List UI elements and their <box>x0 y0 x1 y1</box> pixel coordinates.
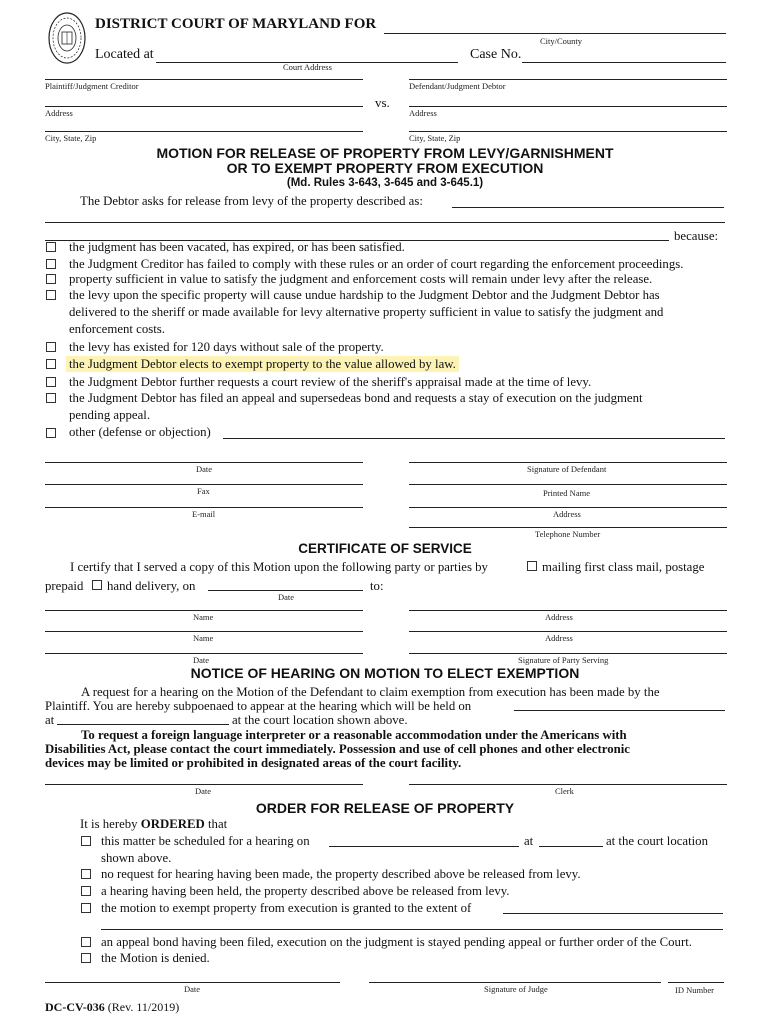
notice-date-field[interactable] <box>45 784 363 785</box>
notice-line2: Plaintiff. You are hereby subpoenaed to appear at the hearing which will be held on <box>45 699 472 713</box>
plaintiff-city-caption: City, State, Zip <box>45 133 97 143</box>
exempt-extent-field-1[interactable] <box>503 913 723 914</box>
reason-text: the Judgment Creditor has failed to comply with these rules or an order of court regarding the enforcement proceedings. <box>69 257 684 271</box>
reason-text: other (defense or objection) <box>69 425 211 439</box>
property-description-field-1[interactable] <box>452 207 724 208</box>
service-date-field[interactable] <box>208 590 363 591</box>
reason-text: the levy upon the specific property will cause undue hardship to the Judgment Debtor and the Judgment Debtor has <box>69 288 660 302</box>
form-footer <box>45 1000 179 1015</box>
reason-text: delivered to the sheriff or made available for levy alternative property sufficient in value to satisfy the judgment and <box>69 305 664 319</box>
reason-120-days-checkbox[interactable] <box>46 342 56 352</box>
defendant-city-caption: City, State, Zip <box>409 133 461 143</box>
notice-line1: A request for a hearing on the Motion of the Defendant to claim exemption from execution has been made by the <box>81 685 660 699</box>
to-label: to: <box>370 579 384 593</box>
other-defense-field[interactable] <box>223 438 725 439</box>
date-caption: Date <box>196 464 213 474</box>
motion-intro: The Debtor asks for release from levy of the property described as: <box>80 194 423 208</box>
vs-label: vs. <box>375 95 390 110</box>
because-label: because: <box>674 229 719 243</box>
reason-failed-comply-checkbox[interactable] <box>46 259 56 269</box>
reason-other-checkbox[interactable] <box>46 428 56 438</box>
date-caption: Date <box>195 786 212 796</box>
defendant-signature-field[interactable] <box>409 462 727 463</box>
served-name-field-1[interactable] <box>45 610 363 611</box>
hearing-date-field[interactable] <box>514 710 725 711</box>
order-hearing-held-checkbox[interactable] <box>81 886 91 896</box>
court-address-caption: Court Address <box>283 62 332 72</box>
hearing-time-field[interactable] <box>57 724 229 725</box>
order-item6: the Motion is denied. <box>101 951 210 965</box>
notice-ada-line3: devices may be limited or prohibited in designated areas of the court facility. <box>45 756 462 770</box>
court-title: DISTRICT COURT OF MARYLAND FOR <box>95 16 377 32</box>
serving-date-field[interactable] <box>45 653 363 654</box>
hand-delivery-checkbox[interactable] <box>92 580 102 590</box>
order-title: ORDER FOR RELEASE OF PROPERTY <box>255 800 515 816</box>
telephone-field[interactable] <box>409 527 727 528</box>
order-item3: a hearing having been held, the property described above be released from levy. <box>101 884 510 898</box>
property-description-field-2[interactable] <box>45 222 725 223</box>
defendant-address-field[interactable] <box>409 106 727 107</box>
served-address-field-2[interactable] <box>409 631 727 632</box>
reason-appeal-bond-checkbox[interactable] <box>46 393 56 403</box>
certificate-line1: I certify that I served a copy of this Motion upon the following party or parties by <box>70 560 488 574</box>
order-hearing-checkbox[interactable] <box>81 836 91 846</box>
party-serving-signature-field[interactable] <box>409 653 727 654</box>
exempt-extent-field-2[interactable] <box>101 929 723 930</box>
reason-sufficient-property-checkbox[interactable] <box>46 274 56 284</box>
reason-text: pending appeal. <box>69 408 151 422</box>
signature-of-defendant-caption: Signature of Defendant <box>527 464 607 474</box>
city-county-caption: City/County <box>540 36 583 46</box>
date-caption: Date <box>193 655 210 665</box>
reason-vacated-checkbox[interactable] <box>46 242 56 252</box>
mailing-label: mailing first class mail, postage <box>542 560 705 574</box>
name-caption: Name <box>193 633 214 643</box>
case-no-label: Case No. <box>470 47 522 62</box>
reason-text: the Judgment Debtor has filed an appeal and supersedeas bond and requests a stay of execution on the judgment <box>69 391 643 405</box>
court-seal-icon <box>47 11 87 66</box>
reason-text: property sufficient in value to satisfy the judgment and enforcement costs will remain under levy after the release. <box>69 272 653 286</box>
served-address-field-1[interactable] <box>409 610 727 611</box>
order-no-request-checkbox[interactable] <box>81 869 91 879</box>
ordered-bold: ORDERED <box>140 817 205 831</box>
plaintiff-address-caption: Address <box>45 108 73 118</box>
clerk-caption: Clerk <box>555 786 574 796</box>
notice-ada-line2: Disabilities Act, please contact the court immediately. Possession and use of cell phones and other electronic <box>45 742 630 756</box>
defendant-date-field[interactable] <box>45 462 363 463</box>
form-number: DC-CV-036 <box>45 1000 105 1014</box>
order-date-field[interactable] <box>45 982 340 983</box>
notice-at-label: at <box>45 713 55 727</box>
prepaid-label: prepaid <box>45 579 84 593</box>
hand-delivery-label: hand delivery, on <box>107 579 196 593</box>
defendant-city-field[interactable] <box>409 131 727 132</box>
reason-text: the Judgment Debtor further requests a court review of the sheriff's appraisal made at the time of levy. <box>69 375 592 389</box>
order-hearing-date-field[interactable] <box>329 846 519 847</box>
fax-caption: Fax <box>197 486 210 496</box>
printed-name-caption: Printed Name <box>543 488 590 498</box>
order-item5: an appeal bond having been filed, execution on the judgment is stayed pending appeal or further order of the Court. <box>101 935 692 949</box>
fax-field[interactable] <box>45 484 363 485</box>
mail-service-checkbox[interactable] <box>527 561 537 571</box>
id-number-caption: ID Number <box>675 985 714 995</box>
form-revision: (Rev. 11/2019) <box>107 1000 180 1014</box>
order-appeal-bond-checkbox[interactable] <box>81 937 91 947</box>
order-item1-rest: at the court location <box>606 834 708 848</box>
order-hearing-time-field[interactable] <box>539 846 603 847</box>
order-item2: no request for hearing having been made, the property described above be released from levy. <box>101 867 581 881</box>
certificate-title: CERTIFICATE OF SERVICE <box>298 541 472 556</box>
notice-ada-line1: To request a foreign language interpreter or a reasonable accommodation under the Americans with <box>81 728 627 742</box>
reason-text: the levy has existed for 120 days without sale of the property. <box>69 340 384 354</box>
located-at-label: Located at <box>95 47 154 62</box>
defendant-address-sig-field[interactable] <box>409 507 727 508</box>
case-no-field[interactable] <box>522 62 726 63</box>
plaintiff-name-field[interactable] <box>45 79 363 80</box>
printed-name-field[interactable] <box>409 484 727 485</box>
notice-line3-rest: at the court location shown above. <box>232 713 408 727</box>
served-name-field-2[interactable] <box>45 631 363 632</box>
signature-of-judge-caption: Signature of Judge <box>484 984 548 994</box>
ordered-line <box>80 816 227 832</box>
order-item1-at: at <box>524 834 534 848</box>
reason-text: the judgment has been vacated, has expired, or has been satisfied. <box>69 240 405 254</box>
plaintiff-city-field[interactable] <box>45 131 363 132</box>
reason-text-highlighted: the Judgment Debtor elects to exempt property to the value allowed by law. <box>66 356 459 372</box>
order-exempt-granted-checkbox[interactable] <box>81 903 91 913</box>
plaintiff-address-field[interactable] <box>45 106 363 107</box>
order-item1-cont: shown above. <box>101 851 172 865</box>
date-caption: Date <box>184 984 201 994</box>
clerk-signature-field[interactable] <box>409 784 727 785</box>
reason-appraisal-review-checkbox[interactable] <box>46 377 56 387</box>
ordered-post: that <box>207 817 228 831</box>
reason-elect-exempt-checkbox[interactable] <box>46 359 56 369</box>
address-caption: Address <box>545 612 573 622</box>
notice-title: NOTICE OF HEARING ON MOTION TO ELECT EXEMPTION <box>190 665 580 681</box>
telephone-caption: Telephone Number <box>535 529 601 539</box>
plaintiff-caption: Plaintiff/Judgment Creditor <box>45 81 139 91</box>
motion-rules: (Md. Rules 3-643, 3-645 and 3-645.1) <box>286 177 484 189</box>
ordered-pre: It is hereby <box>80 817 138 831</box>
reason-text: enforcement costs. <box>69 322 165 336</box>
reason-hardship-checkbox[interactable] <box>46 290 56 300</box>
order-item1: this matter be scheduled for a hearing on <box>101 834 310 848</box>
defendant-caption: Defendant/Judgment Debtor <box>409 81 506 91</box>
address-caption: Address <box>545 633 573 643</box>
city-county-field[interactable] <box>384 33 726 34</box>
motion-title-line1: MOTION FOR RELEASE OF PROPERTY FROM LEVY/GARNISHMENT <box>156 145 614 161</box>
order-item4: the motion to exempt property from execution is granted to the extent of <box>101 901 472 915</box>
order-denied-checkbox[interactable] <box>81 953 91 963</box>
defendant-address-caption: Address <box>409 108 437 118</box>
service-date-caption: Date <box>278 592 295 602</box>
motion-title-line2: OR TO EXEMPT PROPERTY FROM EXECUTION <box>226 160 544 176</box>
signature-of-party-serving-caption: Signature of Party Serving <box>518 655 609 665</box>
judge-id-field[interactable] <box>668 982 724 983</box>
defendant-name-field[interactable] <box>409 79 727 80</box>
email-caption: E-mail <box>192 509 216 519</box>
email-field[interactable] <box>45 507 363 508</box>
address-caption: Address <box>553 509 581 519</box>
judge-signature-field[interactable] <box>369 982 661 983</box>
name-caption: Name <box>193 612 214 622</box>
